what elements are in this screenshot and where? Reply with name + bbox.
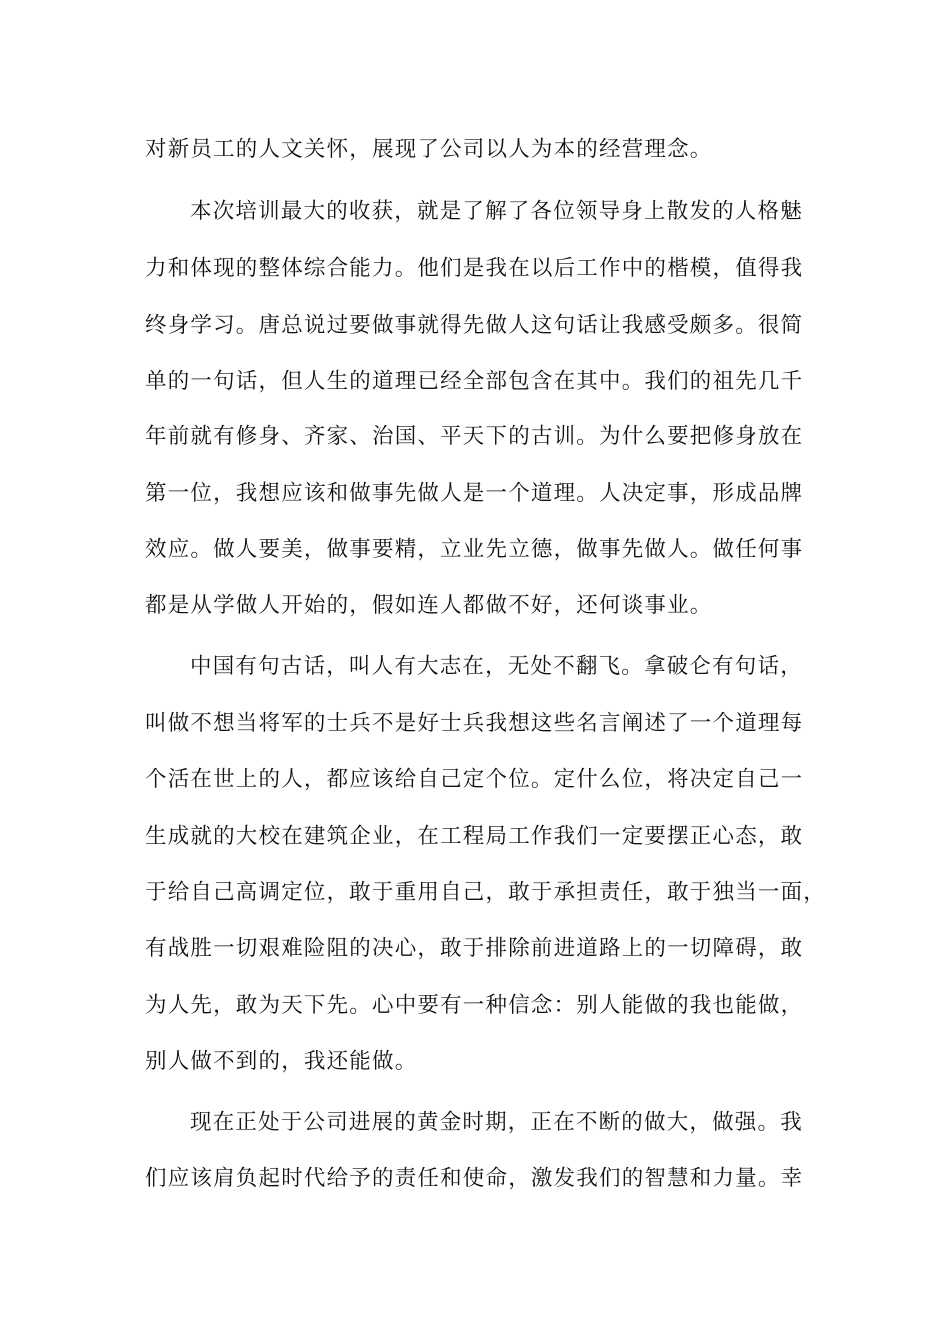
text-line: 为人先，敢为天下先。心中要有一种信念：别人能做的我也能做， [145, 993, 804, 1018]
text-line: 力和体现的整体综合能力。他们是我在以后工作中的楷模，值得我 [145, 256, 804, 281]
text-line: 对新员工的人文关怀，展现了公司以人为本的经营理念。 [145, 137, 713, 162]
text-line: 单的一句话，但人生的道理已经全部包含在其中。我们的祖先几千 [145, 369, 804, 394]
text-line: 于给自己高调定位，敢于重用自己，敢于承担责任，敢于独当一面， [145, 880, 827, 905]
text-line: 别人做不到的，我还能做。 [145, 1049, 418, 1074]
text-line: 生成就的大校在建筑企业，在工程局工作我们一定要摆正心态，敢 [145, 824, 804, 849]
text-line: 们应该肩负起时代给予的责任和使命，激发我们的智慧和力量。幸 [145, 1166, 804, 1191]
text-line: 年前就有修身、齐家、治国、平天下的古训。为什么要把修身放在 [145, 424, 804, 449]
text-line: 叫做不想当将军的士兵不是好士兵我想这些名言阐述了一个道理每 [145, 711, 804, 736]
text-line: 终身学习。唐总说过要做事就得先做人这句话让我感受颇多。很简 [145, 313, 804, 338]
text-line: 都是从学做人开始的，假如连人都做不好，还何谈事业。 [145, 593, 713, 618]
text-line: 有战胜一切艰难险阻的决心，敢于排除前进道路上的一切障碍，敢 [145, 936, 804, 961]
paragraph-start-line: 本次培训最大的收获，就是了解了各位领导身上散发的人格魅 [190, 199, 803, 224]
text-line: 效应。做人要美，做事要精，立业先立德，做事先做人。做任何事 [145, 537, 804, 562]
text-line: 第一位，我想应该和做事先做人是一个道理。人决定事，形成品牌 [145, 481, 804, 506]
paragraph-start-line: 中国有句古话，叫人有大志在，无处不翻飞。拿破仑有句话， [190, 654, 803, 679]
text-line: 个活在世上的人，都应该给自己定个位。定什么位，将决定自己一 [145, 767, 804, 792]
paragraph-start-line: 现在正处于公司进展的黄金时期，正在不断的做大，做强。我 [190, 1110, 803, 1135]
